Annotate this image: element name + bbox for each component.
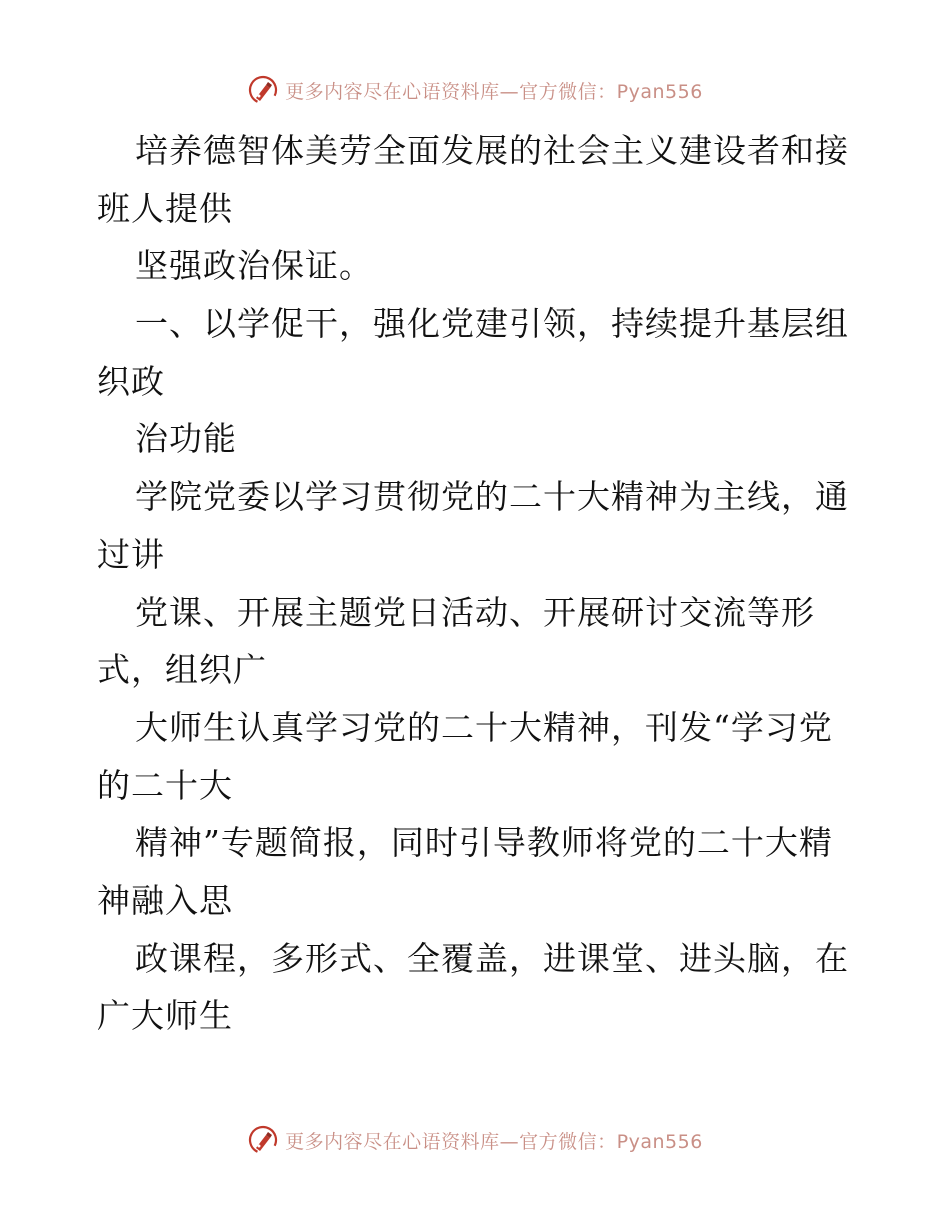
body-line: 式，组织广	[97, 650, 267, 690]
footer-watermark	[0, 1120, 950, 1160]
body-line: 党课、开展主题党日活动、开展研讨交流等形	[135, 592, 815, 632]
document-body	[97, 122, 857, 1045]
pen-logo-icon	[247, 1124, 279, 1156]
body-line: 过讲	[97, 534, 165, 574]
body-line: 班人提供	[97, 188, 233, 228]
body-line: 大师生认真学习党的二十大精神，刊发“学习党	[135, 707, 833, 747]
section-heading-continued: 织政	[97, 361, 165, 401]
body-line: 坚强政治保证。	[135, 246, 373, 286]
body-line: 学院党委以学习贯彻党的二十大精神为主线，通	[135, 477, 849, 517]
body-line: 神融入思	[97, 880, 233, 920]
body-line: 的二十大	[97, 765, 233, 805]
body-line: 培养德智体美劳全面发展的社会主义建设者和接	[135, 131, 849, 170]
header-watermark	[0, 70, 950, 110]
body-line: 广大师生	[97, 996, 233, 1036]
section-heading: 一、以学促干，强化党建引领，持续提升基层组	[135, 304, 849, 344]
watermark-text: 更多内容尽在心语资料库—官方微信：Pyan556	[285, 80, 703, 103]
body-line: 精神”专题简报，同时引导教师将党的二十大精	[135, 823, 833, 863]
body-line: 政课程，多形式、全覆盖，进课堂、进头脑，在	[135, 938, 849, 978]
section-heading-continued: 治功能	[135, 419, 237, 459]
watermark-text: 更多内容尽在心语资料库—官方微信：Pyan556	[285, 1130, 703, 1153]
pen-logo-icon	[247, 74, 279, 106]
